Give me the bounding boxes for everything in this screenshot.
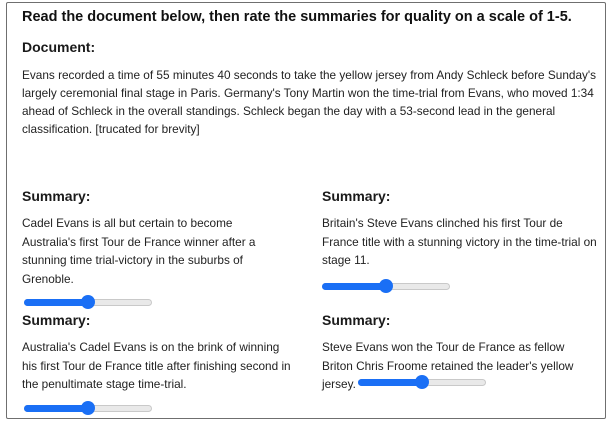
task-instruction: Read the document below, then rate the summaries for quality on a scale of 1-5. (22, 9, 572, 25)
rating-task-panel (6, 2, 606, 419)
summary-1-text: Cadel Evans is all but certain to become Australia's first Tour de France winner after a stunning time trial-victory in the suburbs of Grenoble. (22, 216, 256, 286)
summary-2-heading: Summary: (322, 188, 391, 204)
summary-1-rating-slider[interactable] (24, 295, 152, 309)
summary-4-text: Steve Evans won the Tour de France as fellow Briton Chris Froome retained the leader's yellow jersey. (322, 340, 574, 391)
slider-thumb[interactable] (81, 401, 95, 415)
summary-2-rating-slider[interactable] (322, 279, 450, 293)
summary-2-text: Britain's Steve Evans clinched his first Tour de France title with a stunning victory in the time-trial on stage 11. (322, 216, 597, 267)
summary-4-heading: Summary: (322, 312, 391, 328)
slider-thumb[interactable] (415, 375, 429, 389)
document-text: Evans recorded a time of 55 minutes 40 seconds to take the yellow jersey from Andy Schleck before Sunday's largely ceremonial final stage in Paris. Germany's Tony Martin won the time-trial from Evans, who moved 1:34 ahead of Schleck in the overall standings. Schleck began the day with a 53-second lead in the general classification. [trucated for brevity] (22, 68, 597, 136)
summary-1-heading: Summary: (22, 188, 91, 204)
document-heading: Document: (22, 39, 96, 55)
slider-fill (358, 379, 422, 386)
slider-fill (24, 299, 88, 306)
slider-thumb[interactable] (81, 295, 95, 309)
slider-thumb[interactable] (379, 279, 393, 293)
summary-3-rating-slider[interactable] (24, 401, 152, 415)
slider-fill (24, 405, 88, 412)
slider-fill (322, 283, 386, 290)
summary-3-text: Australia's Cadel Evans is on the brink of winning his first Tour de France title after finishing second in the penultimate stage time-trial. (22, 340, 291, 391)
summary-4-rating-slider[interactable] (358, 375, 486, 389)
summary-3-heading: Summary: (22, 312, 91, 328)
